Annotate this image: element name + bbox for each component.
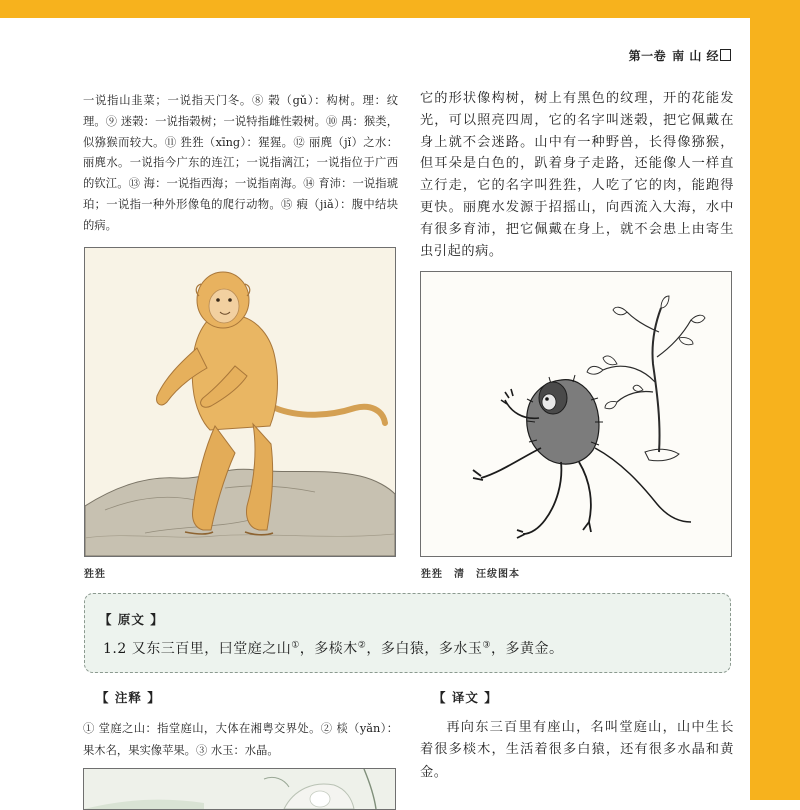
translation-text: 再向东三百里有座山，名叫堂庭山，山中生长着很多棪木，生活着很多白猿，还有很多水晶和黄金。 bbox=[420, 720, 734, 780]
translation-label: 【 译文 】 bbox=[433, 690, 498, 705]
notes-continued: 一说指山韭菜；一说指天门冬。⑧ 榖（gǔ）：构树。理：纹理。⑨ 迷榖：一说指榖树；一说特指雌性榖树。⑩ 禺：猴类，似猕猴而较大。⑪ 狌狌（xīng）：猩猩。⑫ 丽麂（jǐ）之水：丽麂水。一说指今广东的连江；一说指漓江；一说指位于广西的钦江。⑬ 海：一说指西海；一说指南海。⑭ 育沛：一说指琥珀；一说指一种外形像龟的爬行动物。⑮ 瘕（jiǎ）：腹中结块的病。 bbox=[83, 94, 398, 232]
ink-monkey-illustration bbox=[421, 272, 731, 556]
original-part-2: ，多棪木 bbox=[299, 641, 358, 657]
original-part-4: ，多黄金。 bbox=[490, 641, 564, 657]
passage-number: 1.2 bbox=[103, 641, 127, 657]
translation-continued: 它的形状像构树，树上有黑色的纹理，开的花能发光，可以照亮四周，它的名字叫迷榖，把它佩戴在身上就不会迷路。山中有一种野兽，长得像猕猴，但耳朵是白色的，趴着身子走路，还能像人一样直立行走，它的名字叫狌狌，人吃了它的肉，能跑得更快。丽麂水发源于招摇山，向西流入大海，水中有很多育沛，把它佩戴在身上，就不会患上由寄生虫引起的病。 bbox=[420, 91, 734, 259]
original-part-1: 又东三百里，曰堂庭之山 bbox=[131, 641, 292, 657]
annotations-label: 【 注释 】 bbox=[96, 690, 161, 705]
running-head bbox=[629, 47, 731, 64]
figure-caption-right: 狌狌 清 汪绂图本 bbox=[421, 569, 520, 580]
note-mark-2: ② bbox=[357, 640, 367, 651]
golden-monkey-illustration bbox=[85, 248, 395, 556]
original-text-box bbox=[84, 593, 731, 673]
original-text bbox=[103, 638, 563, 658]
original-label: 【 原文 】 bbox=[99, 612, 164, 627]
note-mark-3: ③ bbox=[482, 640, 491, 651]
figure-caption-left: 狌狌 bbox=[84, 569, 106, 580]
white-ape-illustration bbox=[84, 769, 395, 809]
bottom-illustration bbox=[83, 768, 396, 810]
top-accent-band bbox=[0, 0, 800, 18]
book-page bbox=[0, 18, 750, 800]
xingxing-painting bbox=[84, 247, 396, 557]
note-mark-1: ① bbox=[291, 640, 300, 651]
volume-title: 第一卷 bbox=[628, 49, 667, 63]
chapter-title: 南 山 经 bbox=[672, 49, 719, 63]
xingxing-ink-drawing bbox=[420, 271, 732, 557]
right-accent-band bbox=[750, 0, 800, 800]
annotations-text: ① 堂庭之山：指堂庭山，大体在湘粤交界处。② 棪（yǎn）：果木名，果实像苹果。③ 水玉：水晶。 bbox=[83, 722, 398, 757]
original-part-3: ，多白猿，多水玉 bbox=[366, 641, 483, 657]
header-box-icon bbox=[720, 49, 731, 61]
